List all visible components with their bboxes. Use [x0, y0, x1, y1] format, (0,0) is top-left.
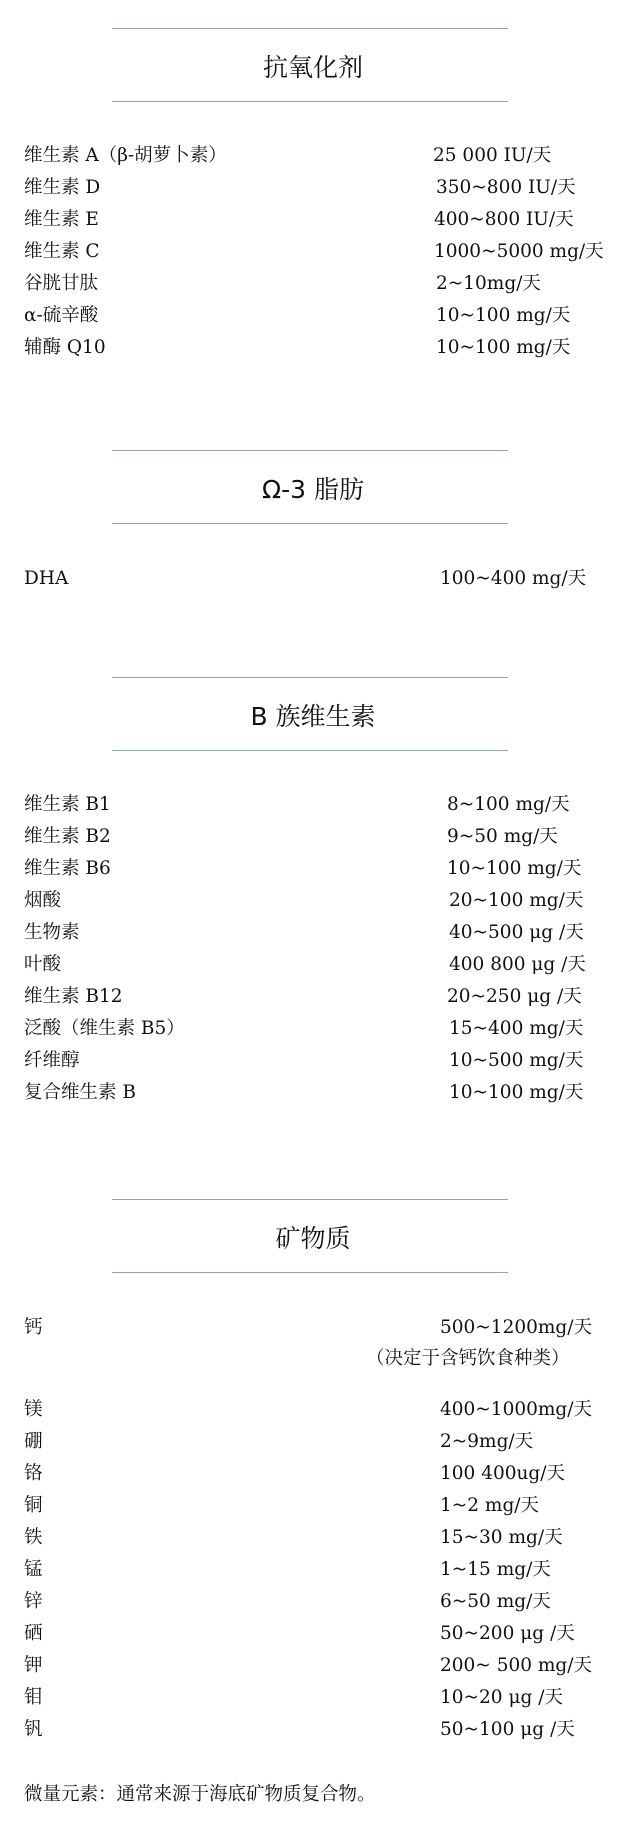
list-item — [0, 1014, 626, 1044]
list-item — [0, 950, 626, 980]
item-value: 200~ 500 mg/天 — [440, 1655, 593, 1676]
item-name: 维生素 B2 — [24, 826, 111, 847]
item-name: 维生素 B6 — [24, 858, 111, 879]
item-value: 1~15 mg/天 — [440, 1559, 551, 1580]
item-name: 复合维生素 B — [24, 1082, 136, 1103]
divider — [112, 450, 508, 451]
item-name: 维生素 D — [24, 177, 101, 198]
list-item — [0, 1587, 626, 1617]
item-value: 400 800 μg /天 — [449, 954, 586, 975]
item-value: 10~20 μg /天 — [440, 1687, 563, 1708]
item-value: 400~1000mg/天 — [440, 1399, 593, 1420]
item-name: 镁 — [24, 1399, 43, 1420]
list-item — [0, 1395, 626, 1425]
list-item — [0, 1523, 626, 1553]
list-item — [0, 918, 626, 948]
item-name: 硼 — [24, 1431, 43, 1452]
footnote: 微量元素：通常来源于海底矿物质复合物。 — [24, 1784, 376, 1805]
item-name: 叶酸 — [24, 954, 62, 975]
divider — [112, 523, 508, 524]
item-value: 10~100 mg/天 — [447, 858, 582, 879]
item-value: 1000~5000 mg/天 — [434, 241, 604, 262]
item-name: 钼 — [24, 1687, 43, 1708]
list-item — [0, 1459, 626, 1489]
item-value: 9~50 mg/天 — [447, 826, 558, 847]
list-item — [0, 564, 626, 594]
item-name: 维生素 B12 — [24, 986, 123, 1007]
item-name: 维生素 C — [24, 241, 100, 262]
list-item — [0, 269, 626, 299]
item-name: 维生素 B1 — [24, 794, 111, 815]
divider — [112, 28, 508, 29]
item-value: 1~2 mg/天 — [440, 1495, 540, 1516]
item-value: 400~800 IU/天 — [434, 209, 574, 230]
divider — [112, 1272, 508, 1273]
item-name: DHA — [24, 568, 69, 589]
item-name: 烟酸 — [24, 890, 62, 911]
item-name: 钒 — [24, 1719, 43, 1740]
item-name: 铁 — [24, 1527, 43, 1548]
item-value: 6~50 mg/天 — [440, 1591, 551, 1612]
item-name: 泛酸（维生素 B5） — [24, 1018, 185, 1039]
item-value: 50~100 μg /天 — [440, 1719, 575, 1740]
list-item — [0, 982, 626, 1012]
item-note: （决定于含钙饮食种类） — [366, 1348, 570, 1369]
section-title-antioxidants: 抗氧化剂 — [262, 53, 363, 82]
section-title-minerals: 矿物质 — [275, 1224, 351, 1253]
list-item — [0, 1313, 626, 1343]
list-item — [0, 854, 626, 884]
item-name: 钾 — [24, 1655, 43, 1676]
list-item — [0, 173, 626, 203]
item-value: 100~400 mg/天 — [440, 568, 587, 589]
item-name: 锰 — [24, 1559, 43, 1580]
item-value: 20~250 μg /天 — [447, 986, 582, 1007]
divider — [112, 677, 508, 678]
list-item — [0, 141, 626, 171]
item-value: 2~9mg/天 — [440, 1431, 534, 1452]
list-item — [0, 1683, 626, 1713]
list-item — [0, 886, 626, 916]
section-title-omega3: Ω-3 脂肪 — [262, 475, 364, 504]
item-name: 铬 — [24, 1463, 43, 1484]
item-value: 350~800 IU/天 — [436, 177, 576, 198]
item-value: 10~500 mg/天 — [449, 1050, 584, 1071]
section-title-b-vitamins: B 族维生素 — [250, 702, 376, 731]
item-value: 2~10mg/天 — [436, 273, 541, 294]
item-value: 40~500 μg /天 — [449, 922, 584, 943]
item-value: 10~100 mg/天 — [436, 305, 571, 326]
list-item — [0, 1078, 626, 1108]
list-item — [0, 1715, 626, 1745]
list-item — [0, 1651, 626, 1681]
list-item — [0, 237, 626, 267]
item-name: 谷胱甘肽 — [24, 273, 99, 294]
list-item — [0, 333, 626, 363]
item-name: α-硫辛酸 — [24, 305, 99, 326]
list-item — [0, 1427, 626, 1457]
item-value: 10~100 mg/天 — [436, 337, 571, 358]
item-value: 100 400ug/天 — [440, 1463, 565, 1484]
item-value: 20~100 mg/天 — [449, 890, 584, 911]
item-value: 50~200 μg /天 — [440, 1623, 575, 1644]
list-item — [0, 1491, 626, 1521]
list-item — [0, 822, 626, 852]
item-value: 25 000 IU/天 — [433, 145, 552, 166]
item-value: 500~1200mg/天 — [440, 1317, 593, 1338]
item-value: 8~100 mg/天 — [447, 794, 570, 815]
divider — [112, 101, 508, 102]
list-item — [0, 1619, 626, 1649]
item-name: 维生素 A（β-胡萝卜素） — [24, 145, 227, 166]
list-item — [0, 205, 626, 235]
item-name: 锌 — [24, 1591, 43, 1612]
list-item — [0, 301, 626, 331]
list-item — [0, 1555, 626, 1585]
divider — [112, 750, 508, 751]
item-name: 纤维醇 — [24, 1050, 80, 1071]
list-item — [0, 790, 626, 820]
item-name: 铜 — [24, 1495, 43, 1516]
list-item — [0, 1046, 626, 1076]
item-name: 硒 — [24, 1623, 43, 1644]
item-value: 15~400 mg/天 — [449, 1018, 584, 1039]
item-value: 15~30 mg/天 — [440, 1527, 563, 1548]
item-value: 10~100 mg/天 — [449, 1082, 584, 1103]
divider — [112, 1199, 508, 1200]
item-name: 维生素 E — [24, 209, 99, 230]
item-name: 钙 — [24, 1317, 43, 1338]
item-name: 辅酶 Q10 — [24, 337, 106, 358]
item-name: 生物素 — [24, 922, 80, 943]
